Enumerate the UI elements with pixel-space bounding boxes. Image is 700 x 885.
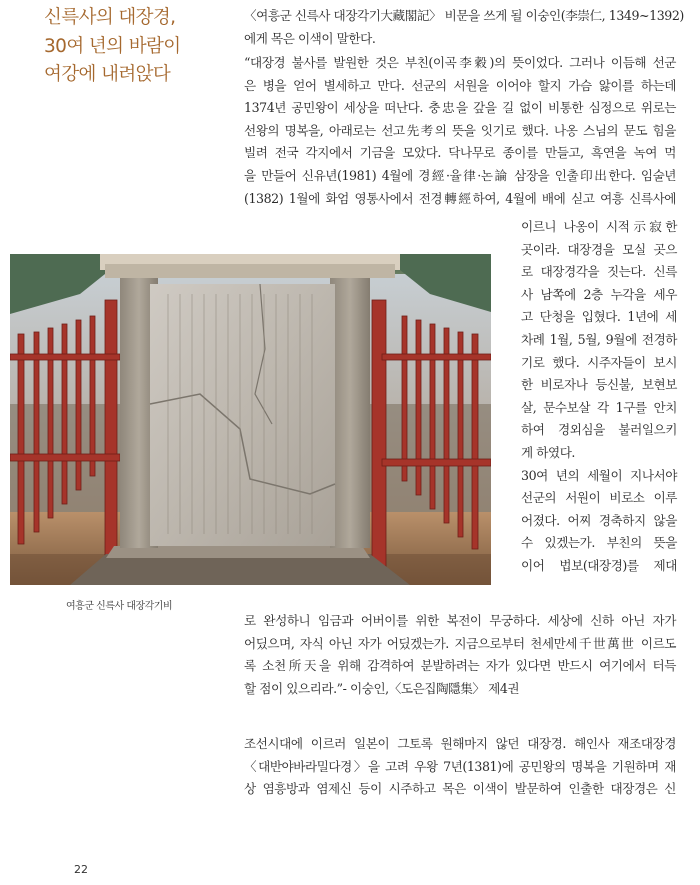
photo-caption: 여흥군 신륵사 대장각기비 bbox=[66, 601, 173, 612]
text-line: 록 소천所天을 위해 감격하여 분발하려는 자가 있다면 반드시 여기에서 터득 bbox=[244, 658, 676, 674]
side-title-line: 30여 년의 바람이 bbox=[44, 35, 181, 57]
text-line: 살, 문수보살 각 1구를 안치 bbox=[521, 399, 677, 415]
text-line: 〈대반야바라밀다경〉을 고려 우왕 7년(1381)에 공민왕의 명복을 기원하며 재 bbox=[244, 758, 676, 774]
text-line: 선왕의 명복을, 아래로는 선고先考의 뜻을 잇기로 했다. 나옹 스님의 문도 힘을 bbox=[244, 122, 676, 138]
text-line: 하여 경외심을 불러일으키 bbox=[521, 422, 677, 438]
text-line: 한 비로자나 등신불, 보현보 bbox=[521, 377, 677, 393]
text-line: 사 남쪽에 2층 누각을 세우 bbox=[521, 286, 677, 302]
text-line: 로 완성하니 임금과 어버이를 위한 복전이 무궁하다. 세상에 신하 아닌 자가 bbox=[244, 613, 676, 628]
text-line: 고 단청을 입혔다. 1년에 세 bbox=[521, 309, 677, 325]
text-line: 에게 목은 이색이 말한다. bbox=[244, 30, 376, 46]
side-title bbox=[44, 4, 224, 90]
text-line: 상 염흥방과 염제신 등이 시주하고 목은 이색이 발문하여 인출한 대장경은 신 bbox=[244, 781, 676, 797]
text-line: 은 병을 얻어 별세하고 만다. 선군의 서원을 이어야 할지 가슴 앓이를 하는데 bbox=[244, 77, 676, 93]
text-line: 게 하였다. bbox=[521, 444, 575, 460]
quote-column bbox=[521, 216, 677, 578]
text-line: 할 점이 있으리라.”- 이숭인,〈도은집陶隱集〉 제4권 bbox=[244, 680, 520, 696]
text-line: 조선시대에 이르러 일본이 그토록 원해마지 않던 대장경. 해인사 재조대장경 bbox=[244, 736, 676, 751]
text-line: 로 대장경각을 짓는다. 신륵 bbox=[521, 264, 677, 280]
text-line: 이어 법보(대장경)를 제대 bbox=[521, 557, 677, 573]
monument-photo bbox=[10, 254, 491, 585]
text-line: 빌려 전국 각지에서 기금을 모았다. 닥나무로 종이를 만들고, 흑연을 녹여 먹 bbox=[244, 145, 676, 161]
text-line: 기로 했다. 시주자들이 보시 bbox=[521, 354, 677, 370]
side-title-line: 여강에 내려앉다 bbox=[44, 64, 171, 85]
text-line: 을 만들어 신유년(1981) 4월에 경經·율律·논論 삼장을 인출印出한다. 임술년 bbox=[244, 167, 676, 183]
text-line: 수 있겠는가. 부친의 뜻을 bbox=[521, 535, 677, 551]
text-line: “대장경 불사를 발원한 것은 부친(이곡李穀)의 뜻이었다. 그러나 이듬해 선군 bbox=[244, 55, 676, 70]
text-line: 선군의 서원이 비로소 이루 bbox=[521, 490, 677, 506]
text-line: (1382) 1월에 화엄 영통사에서 전경轉經하여, 4월에 배에 싣고 여흥 신륵사에 bbox=[244, 190, 676, 206]
text-line: 어졌다. 어찌 경축하지 않을 bbox=[521, 512, 677, 528]
text-line: 30여 년의 세월이 지나서야 bbox=[521, 467, 677, 483]
text-line: 곳이라. 대장경을 모실 곳으 bbox=[521, 241, 677, 257]
text-line: 이르니 나옹이 시적示寂한 bbox=[521, 219, 677, 234]
page-number: 22 bbox=[74, 863, 88, 876]
text-line: 어딨으며, 자식 아닌 자가 어딨겠는가. 지금으로부터 천세만세千世萬世 이르도 bbox=[244, 635, 676, 651]
quote-top bbox=[244, 52, 676, 210]
side-title-line: 신륵사의 대장경, bbox=[44, 7, 176, 28]
second-paragraph bbox=[244, 733, 676, 801]
text-line: 1374년 공민왕이 세상을 떠난다. 충忠을 갚을 길 없이 비통한 심정으로 위로는 bbox=[244, 100, 676, 116]
quote-bottom bbox=[244, 610, 676, 700]
text-line: 차례 1월, 5월, 9월에 전경하 bbox=[521, 331, 677, 347]
text-line: 〈여흥군 신륵사 대장각기大藏閣記〉 비문을 쓰게 될 이숭인(李崇仁, 1349~1392) bbox=[244, 8, 684, 23]
intro-paragraph bbox=[244, 5, 684, 50]
